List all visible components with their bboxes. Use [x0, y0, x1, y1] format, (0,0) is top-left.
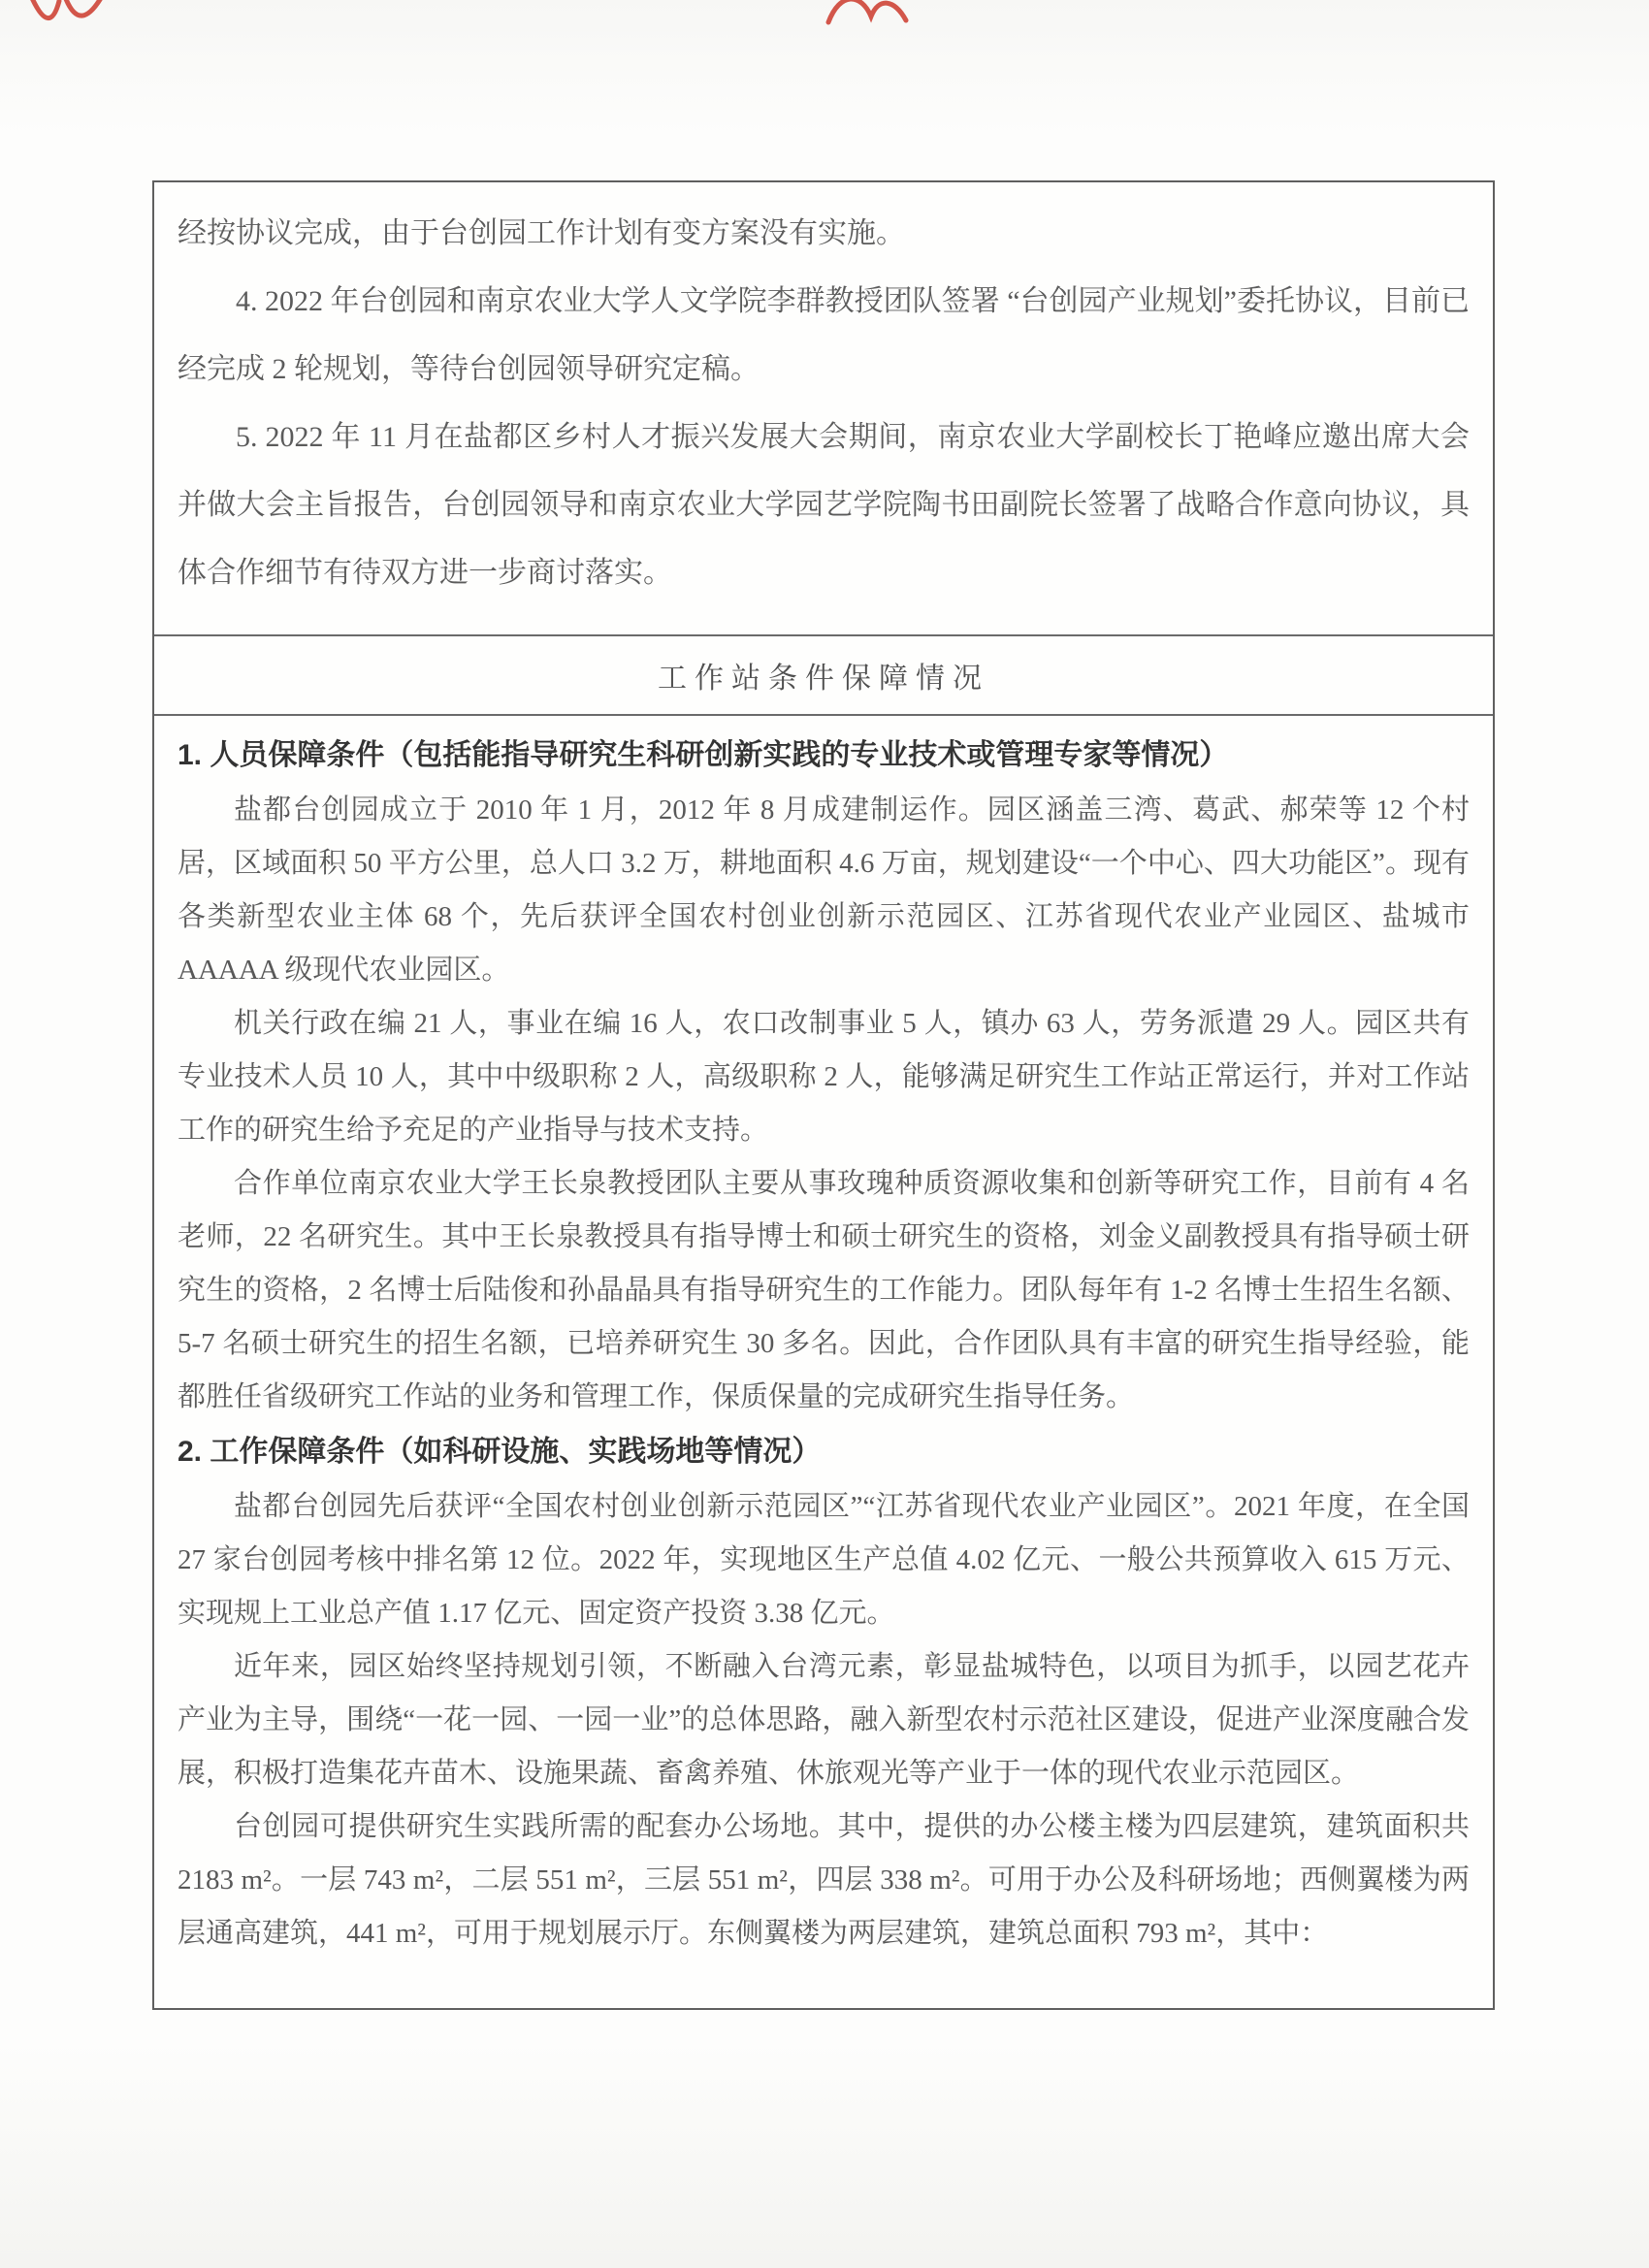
subsection-1-paragraph-1: 盐都台创园成立于 2010 年 1 月，2012 年 8 月成建制运作。园区涵盖三湾、葛武、郝荣等 12 个村居，区域面积 50 平方公里，总人口 3.2 万，耕地面积 4.6 万亩，规划建设“一个中心、四大功能区”。现有各类新型农业主体 68 个，先后获评全国农村创业创新示范园区、江苏省现代农业产业园区、盐城市 AAAAA 级现代农业园区。: [178, 794, 1470, 986]
conditions-section-body: [154, 716, 1493, 2008]
subsection-2-paragraph-3: 台创园可提供研究生实践所需的配套办公场地。其中，提供的办公楼主楼为四层建筑，建筑面积共 2183 m²。一层 743 m²，二层 551 m²，三层 551 m²，四层 338 m²。可用于办公及科研场地；西侧翼楼为两层通高建筑，441 m²，可用于规划展示厅。东侧翼楼为两层建筑，建筑总面积 793 m²，其中：: [178, 1811, 1470, 1949]
continuation-paragraph: 经按协议完成，由于台创园工作计划有变方案没有实施。: [178, 217, 905, 249]
form-table: [152, 180, 1495, 2010]
red-pen-mark-right: [824, 0, 912, 26]
section-header-title: 工作站条件保障情况: [658, 663, 989, 695]
subsection-2-heading: 2. 工作保障条件（如科研设施、实践场地等情况）: [178, 1436, 822, 1468]
previous-section-continuation: [154, 182, 1493, 636]
subsection-1-heading: 1. 人员保障条件（包括能指导研究生科研创新实践的专业技术或管理专家等情况）: [178, 739, 1229, 771]
subsection-1-paragraph-3: 合作单位南京农业大学王长泉教授团队主要从事玫瑰种质资源收集和创新等研究工作，目前有 4 名老师，22 名研究生。其中王长泉教授具有指导博士和硕士研究生的资格，刘金义副教授具有指导硕士研究生的资格，2 名博士后陆俊和孙晶晶具有指导研究生的工作能力。团队每年有 1-2 名博士生招生名额、5-7 名硕士研究生的招生名额，已培养研究生 30 多名。因此，合作团队具有丰富的研究生指导经验，能都胜任省级研究工作站的业务和管理工作，保质保量的完成研究生指导任务。: [178, 1168, 1470, 1412]
subsection-1-paragraph-2: 机关行政在编 21 人，事业在编 16 人，农口改制事业 5 人，镇办 63 人，劳务派遣 29 人。园区共有专业技术人员 10 人，其中中级职称 2 人，高级职称 2 人，能够满足研究生工作站正常运行，并对工作站工作的研究生给予充足的产业指导与技术支持。: [178, 1008, 1470, 1146]
numbered-item-4: 4. 2022 年台创园和南京农业大学人文学院李群教授团队签署 “台创园产业规划”委托协议，目前已经完成 2 轮规划，等待台创园领导研究定稿。: [178, 285, 1470, 385]
numbered-item-5: 5. 2022 年 11 月在盐都区乡村人才振兴发展大会期间，南京农业大学副校长丁艳峰应邀出席大会并做大会主旨报告，台创园领导和南京农业大学园艺学院陶书田副院长签署了战略合作意向协议，具体合作细节有待双方进一步商讨落实。: [178, 421, 1470, 589]
red-pen-mark-left: [27, 0, 105, 25]
section-header-row: [154, 636, 1493, 716]
subsection-2-paragraph-1: 盐都台创园先后获评“全国农村创业创新示范园区”“江苏省现代农业产业园区”。2021 年度，在全国 27 家台创园考核中排名第 12 位。2022 年，实现地区生产总值 4.02 亿元、一般公共预算收入 615 万元、实现规上工业总产值 1.17 亿元、固定资产投资 3.38 亿元。: [178, 1491, 1470, 1629]
subsection-2-paragraph-2: 近年来，园区始终坚持规划引领，不断融入台湾元素，彰显盐城特色，以项目为抓手，以园艺花卉产业为主导，围绕“一花一园、一园一业”的总体思路，融入新型农村示范社区建设，促进产业深度融合发展，积极打造集花卉苗木、设施果蔬、畜禽养殖、休旅观光等产业于一体的现代农业示范园区。: [178, 1651, 1470, 1789]
